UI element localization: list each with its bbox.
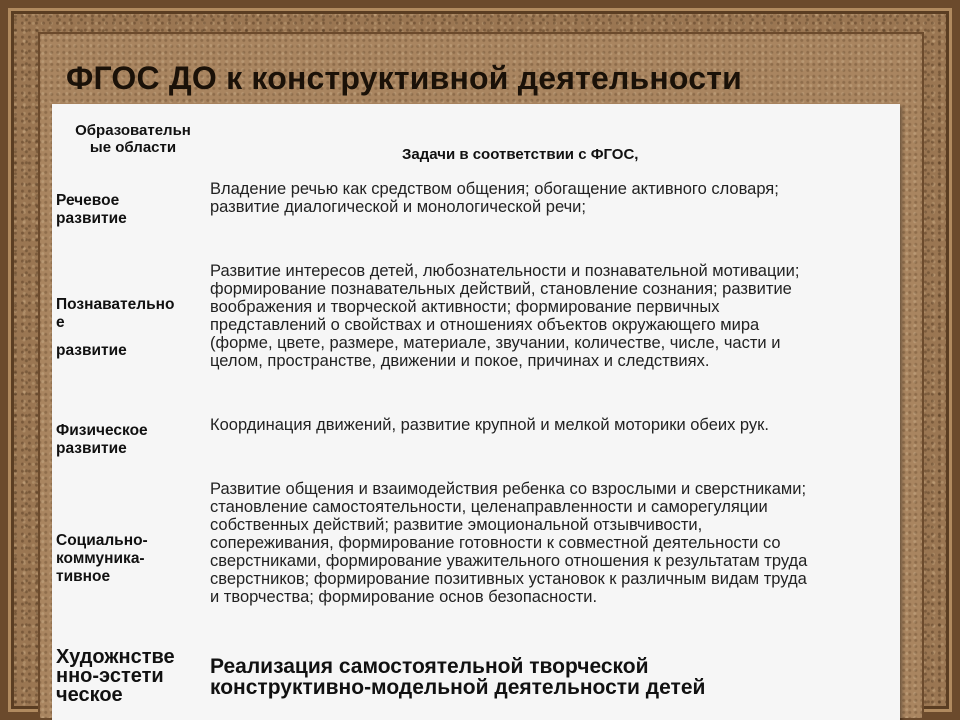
- area-label-line: ческое: [56, 684, 123, 706]
- task-line: (форме, цвете, размере, материале, звучании, количестве, числе, части и: [210, 334, 781, 352]
- task-line: Развитие общения и взаимодействия ребенка со взрослыми и сверстниками;: [210, 480, 807, 498]
- area-label: [56, 532, 148, 586]
- task-line: конструктивно-модельной деятельности детей: [210, 676, 706, 699]
- task-text: [210, 180, 779, 216]
- area-label: [56, 648, 175, 705]
- area-label: [56, 296, 174, 360]
- header-areas: [58, 122, 208, 156]
- task-line: Координация движений, развитие крупной и мелкой моторики обеих рук.: [210, 416, 769, 434]
- area-label-line: развитие: [56, 440, 127, 457]
- task-line: развитие диалогической и монологической речи;: [210, 198, 586, 216]
- task-line: Владение речью как средством общения; обогащение активного словаря;: [210, 180, 779, 198]
- task-line: Развитие интересов детей, любознательности и познавательной мотивации;: [210, 262, 800, 280]
- area-label-line: Социально-: [56, 532, 148, 549]
- area-label-line: Художнстве: [56, 646, 175, 668]
- task-line: сверстниками, формирование уважительного отношения к результатам труда: [210, 552, 808, 570]
- area-label-line: Физическое: [56, 422, 148, 439]
- task-line: Реализация самостоятельной творческой: [210, 655, 649, 678]
- task-line: воображения и творческой активности; формирование первичных: [210, 298, 720, 316]
- slide-title: ФГОС ДО к конструктивной деятельности: [66, 60, 742, 96]
- header-areas-line: Образовательн: [75, 122, 191, 139]
- area-label-line: развитие: [56, 210, 127, 227]
- task-line: становление самостоятельности, целенаправленности и саморегуляции: [210, 498, 768, 516]
- task-line: целом, пространстве, движении и покое, причинах и следствиях.: [210, 352, 710, 370]
- area-label-line: коммуника-: [56, 550, 145, 567]
- task-text: [210, 656, 705, 698]
- task-line: собственных действий; развитие эмоциональной отзывчивости,: [210, 516, 703, 534]
- task-text: [210, 480, 807, 606]
- area-label-line: тивное: [56, 568, 111, 585]
- area-label-line: Познавательно: [56, 296, 175, 313]
- task-line: представлений о свойствах и отношениях объектов окружающего мира: [210, 316, 760, 334]
- area-label-line: Речевое: [56, 192, 120, 209]
- task-text: [210, 262, 799, 370]
- content-sheet: [52, 104, 900, 720]
- task-line: формирование познавательных действий, становление сознания; развитие: [210, 280, 792, 298]
- task-line: сверстников; формирование позитивных установок к различным видам труда: [210, 570, 807, 588]
- area-label-line: е: [56, 314, 65, 331]
- area-label-line: нно-эстети: [56, 665, 164, 687]
- task-line: сопереживания, формирование готовности к совместной деятельности со: [210, 534, 781, 552]
- area-label: [56, 422, 148, 458]
- task-text: [210, 416, 769, 434]
- area-label-line: развитие: [56, 342, 127, 359]
- header-tasks: Задачи в соответствии с ФГОС,: [402, 146, 639, 163]
- area-label: [56, 192, 127, 228]
- task-line: и творчества; формирование основ безопасности.: [210, 588, 598, 606]
- header-areas-line: ые области: [89, 139, 177, 156]
